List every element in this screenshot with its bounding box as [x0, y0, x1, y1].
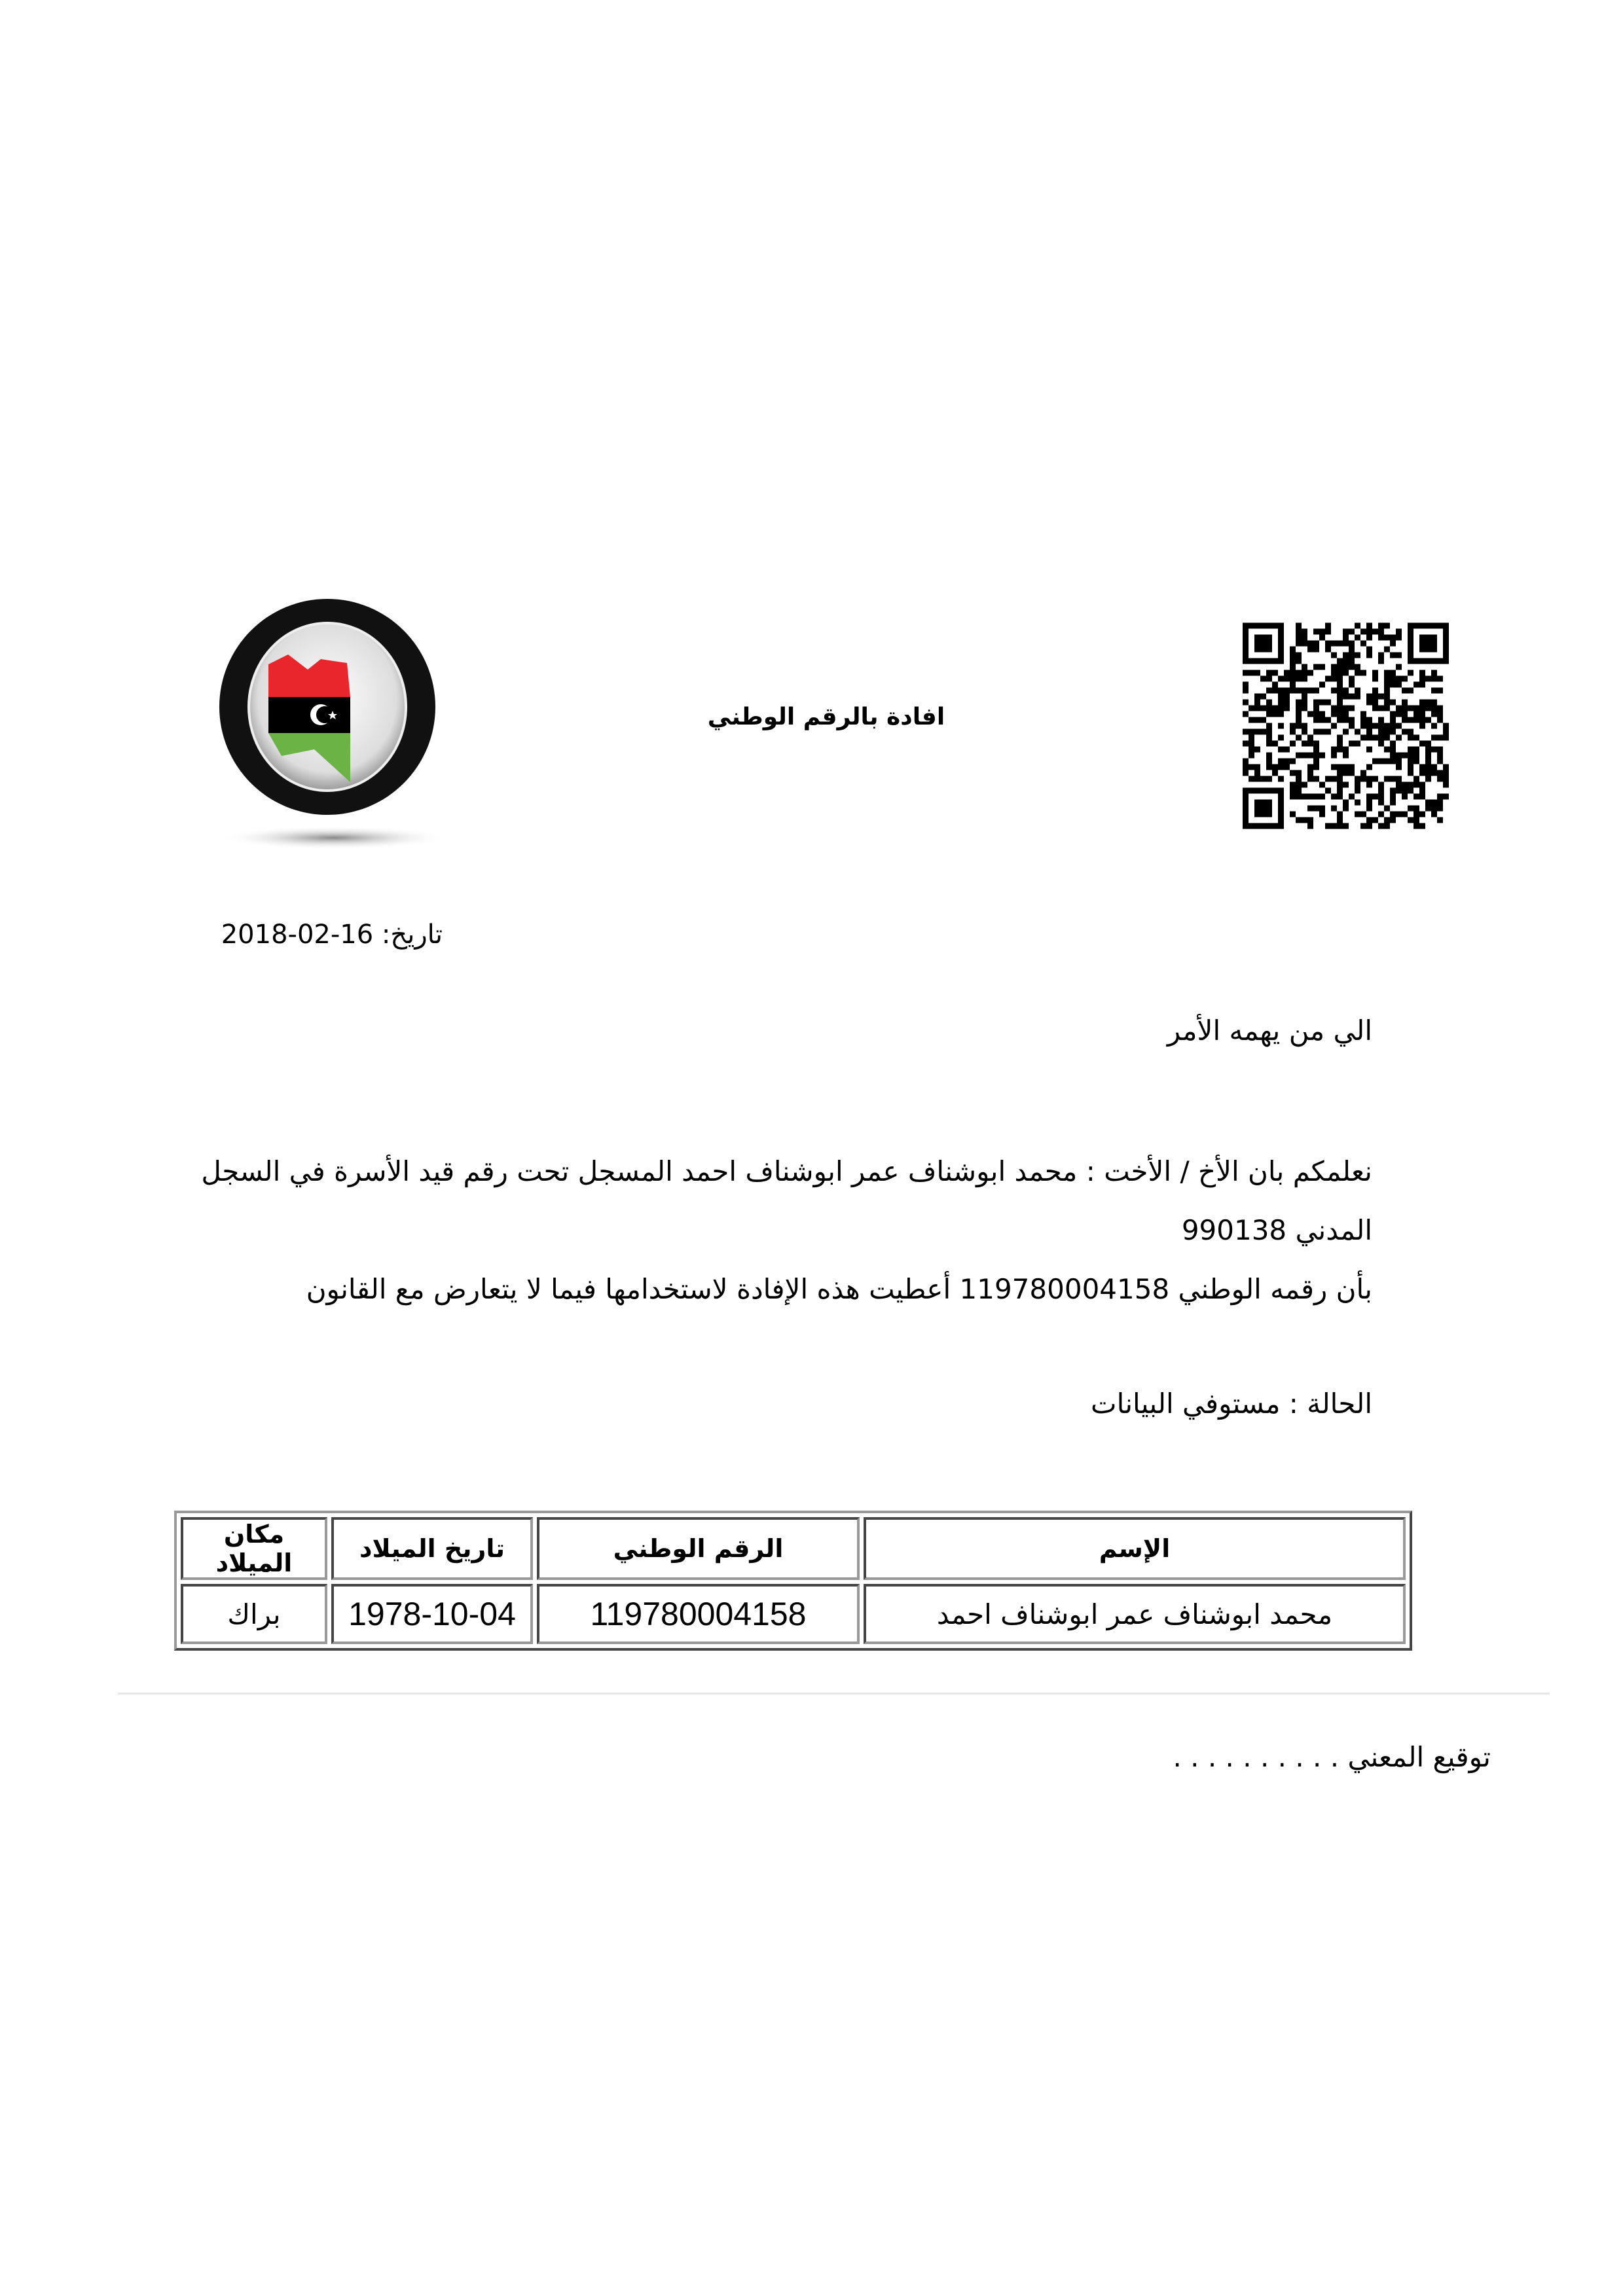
date-label: تاريخ: [381, 920, 443, 950]
status [1091, 1388, 1372, 1420]
table-header-row [181, 1517, 1406, 1580]
body-line: المدني 990138 [1181, 1214, 1372, 1246]
national-number-project-logo [216, 592, 452, 854]
document-title: افادة بالرقم الوطني [707, 704, 945, 730]
issue-date [221, 920, 443, 950]
cell-birth-place: براك [181, 1584, 327, 1644]
signature-line [1173, 1741, 1491, 1773]
table-row [181, 1584, 1406, 1644]
header-name: الإسم [864, 1517, 1406, 1580]
body-line: بأن رقمه الوطني 119780004158 أعطيت هذه الإفادة لاستخدامها فيما لا يتعارض مع القانون [306, 1273, 1372, 1305]
qr-code [1243, 622, 1449, 829]
status-value: مستوفي البيانات [1091, 1388, 1281, 1420]
signature-label: توقيع المعني [1347, 1741, 1491, 1773]
body-line: نعلمكم بان الأخ / الأخت : محمد ابوشناف عمر ابوشناف احمد المسجل تحت رقم قيد الأسرة في السجل [201, 1155, 1372, 1187]
cell-national-number: 119780004158 [537, 1584, 860, 1644]
divider [118, 1693, 1550, 1695]
person-data-table [174, 1511, 1412, 1651]
cell-name: محمد ابوشناف عمر ابوشناف احمد [864, 1584, 1406, 1644]
header-national-number: الرقم الوطني [537, 1517, 860, 1580]
header-birth-date: تاريخ الميلاد [331, 1517, 533, 1580]
cell-birth-date: 1978-10-04 [331, 1584, 533, 1644]
salutation: الي من يهمه الأمر [1167, 1014, 1372, 1047]
header-birth-place: مكان الميلاد [181, 1517, 327, 1580]
status-label: الحالة : [1288, 1388, 1372, 1420]
certificate-body [201, 1142, 1372, 1319]
date-value: 16-02-2018 [221, 920, 374, 950]
signature-dots: . . . . . . . . . . [1173, 1741, 1340, 1773]
